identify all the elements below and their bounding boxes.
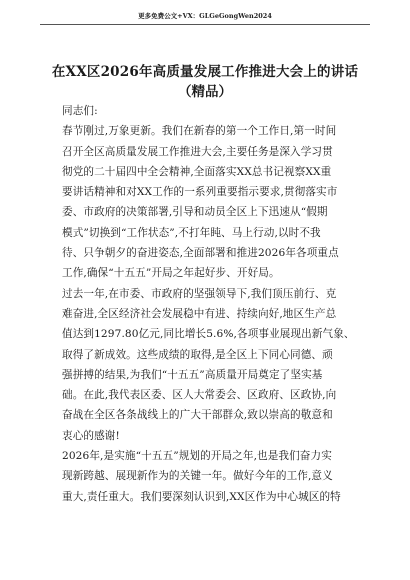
document-subtitle: （精品） — [178, 84, 232, 100]
body-line: 委、市政府的决策部署,引导和动员全区上下迅速从“假期 — [62, 206, 328, 219]
body-line: 春节刚过,万象更新。我们在新春的第一个工作日,第一时间 — [62, 125, 337, 138]
body-line: 衷心的感谢! — [62, 429, 120, 442]
body-line: 重大,责任重大。我们要深刻认识到,XX区作为中心城区的特 — [62, 490, 341, 503]
body-line: 值达到1297.80亿元,同比增长5.6%,各项事业展现出新气象、 — [62, 328, 355, 341]
header-divider — [40, 24, 370, 25]
header-note: 更多免费公文+VX：GLGeGongWen2024 — [138, 12, 272, 20]
body-line: 取得了新成效。这些成绩的取得,是全区上下同心同德、顽 — [62, 348, 333, 361]
body-line: 工作,确保“十五五”开局之年起好步、开好局。 — [62, 267, 280, 280]
body-line: 彻党的二十届四中全会精神,全面落实XX总书记视察XX重 — [62, 165, 332, 178]
body-line: 现新跨越、展现新作为的关键一年。做好今年的工作,意义 — [62, 470, 333, 483]
body-line: 难奋进,全区经济社会发展稳中有进、持续向好,地区生产总 — [62, 307, 337, 320]
body-line: 强拼搏的结果,为我们“十五五”高质量开局奠定了坚实基 — [62, 368, 323, 381]
body-line: 要讲话精神和对XX工作的一系列重要指示要求,贯彻落实市 — [62, 186, 338, 199]
body-line: 待、只争朝夕的奋进姿态,全面部署和推进2026年各项重点 — [62, 247, 339, 260]
body-line: 召开全区高质量发展工作推进大会,主要任务是深入学习贯 — [62, 145, 333, 158]
document-title: 在XX区2026年高质量发展工作推进大会上的讲话 — [51, 64, 359, 80]
document-body — [62, 101, 362, 507]
body-line: 模式”切换到“工作状态”,不打年盹、马上行动,以时不我 — [62, 226, 321, 239]
body-line: 础。在此,我代表区委、区人大常委会、区政府、区政协,向 — [62, 389, 337, 402]
body-line: 2026年,是实施“十五五”规划的开局之年,也是我们奋力实 — [62, 450, 332, 463]
body-line: 奋战在全区各条战线上的广大干部群众,致以崇高的敬意和 — [62, 409, 333, 422]
body-line: 同志们: — [62, 105, 98, 117]
body-line: 过去一年,在市委、市政府的坚强领导下,我们顶压前行、克 — [62, 287, 337, 300]
